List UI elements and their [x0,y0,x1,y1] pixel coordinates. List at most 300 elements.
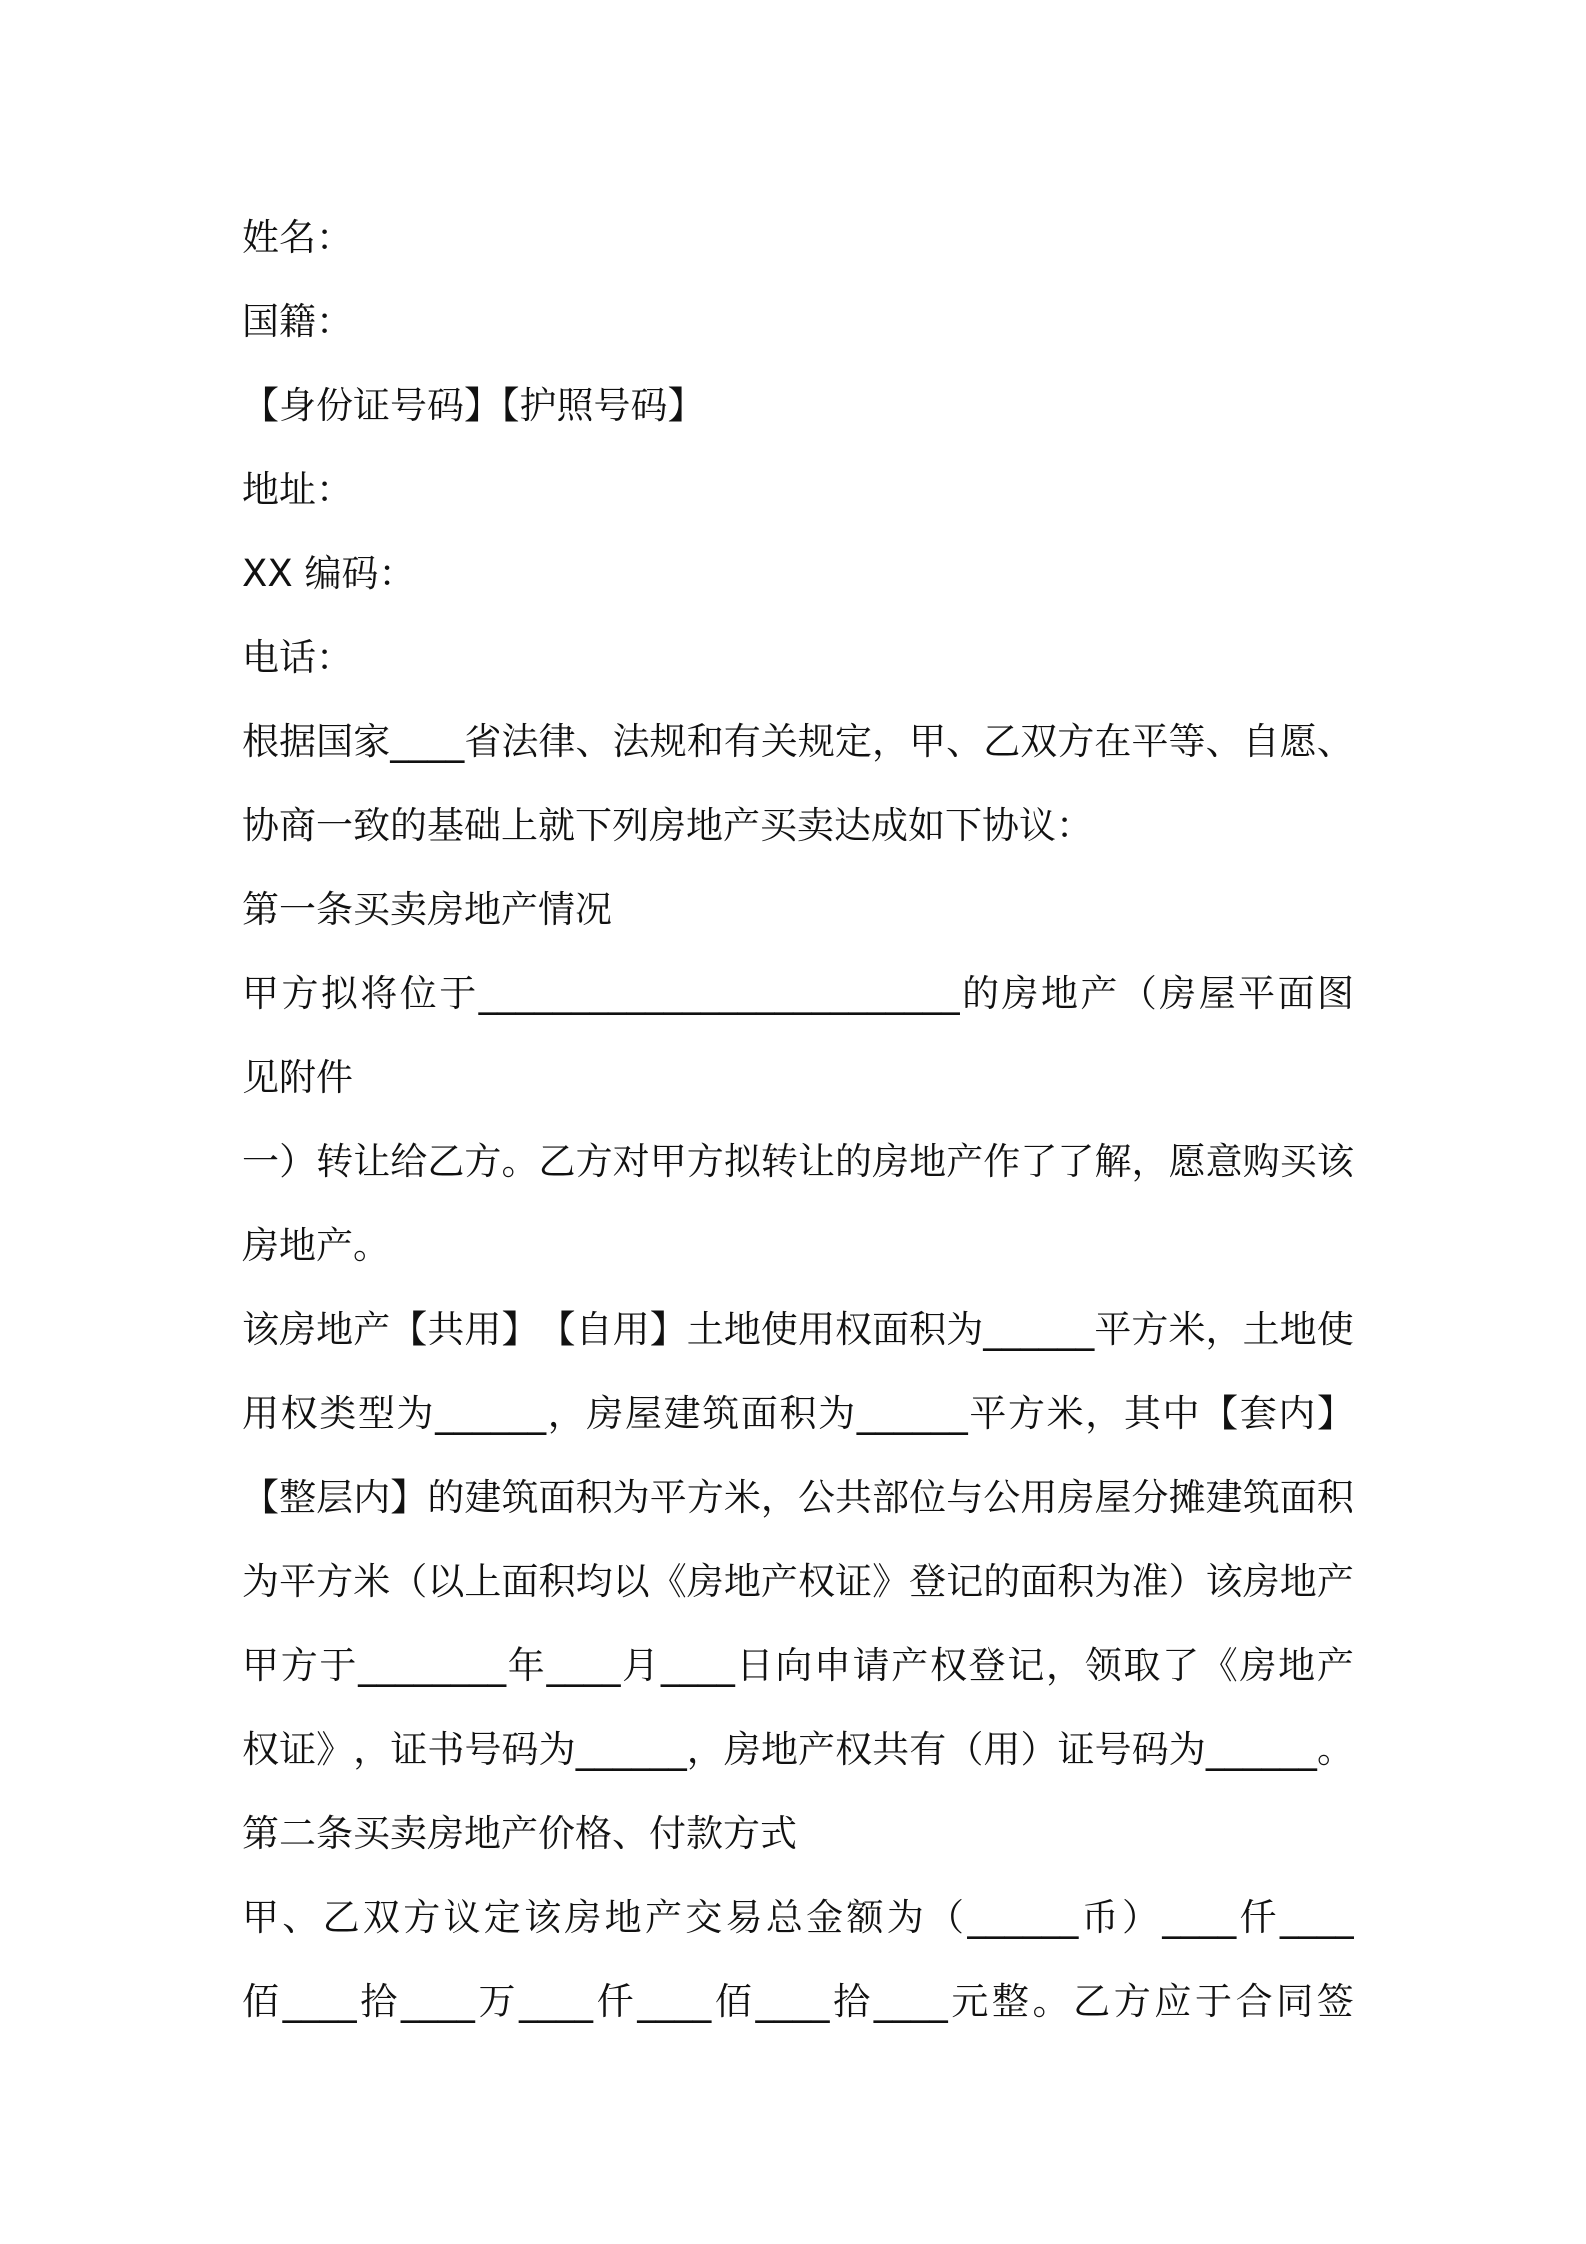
text-glyph: 号 [1094,1728,1132,1771]
text-glyph: 层 [316,1476,354,1519]
text-glyph: ） [1020,1728,1058,1771]
text-glyph: 地 [1278,1644,1316,1687]
text-glyph: 建 [1205,1476,1243,1519]
text-glyph: 为 [538,1728,576,1771]
text-glyph: 用 [1020,1476,1058,1519]
text-glyph: 地 [316,1308,354,1351]
text-glyph: 【 [242,1476,279,1519]
line-id-passport: 【身份证号码】【护照号码】 [242,384,705,427]
text-glyph: 房 [1159,972,1197,1015]
text-glyph: 为 [946,1308,984,1351]
text-glyph: 产 [798,1728,836,1771]
text-glyph: 登 [909,1560,947,1603]
text-glyph: 转 [316,1140,354,1183]
text-glyph: 乙 [983,720,1021,763]
text-glyph: 面 [538,1476,576,1519]
text-glyph: 向 [775,1644,813,1687]
text-glyph: 于 [1194,1980,1232,2023]
text-glyph: 产 [1080,972,1118,1015]
text-glyph: 双 [1020,720,1058,763]
text-glyph: （ [927,1896,965,1939]
text-glyph: 共 [835,1476,872,1519]
text-glyph: ） [1121,1896,1159,1939]
text-glyph: 、 [575,720,613,763]
text-glyph: 准 [1131,1560,1169,1603]
text-glyph: 对 [612,1140,650,1183]
text-glyph: 码 [1131,1728,1169,1771]
text-glyph: 其 [1123,1392,1161,1435]
text-glyph: 平 [649,1476,687,1519]
text-glyph: 地 [909,1140,947,1183]
text-glyph: 方 [316,1560,354,1603]
text-glyph: 乙 [427,1140,465,1183]
text-glyph: 定 [834,720,872,763]
text-glyph: 方 [464,1140,502,1183]
text-glyph: 国 [316,720,354,763]
text-glyph: 该 [242,1308,279,1351]
text-glyph: ________ [358,1644,507,1687]
text-glyph: 米 [353,1560,391,1603]
text-glyph: 位 [909,1476,947,1519]
text-glyph: 分 [1131,1476,1169,1519]
text-glyph: 以 [612,1560,650,1603]
text-glyph: 法 [501,720,539,763]
text-glyph: 为 [1168,1728,1206,1771]
text-glyph: 积 [1057,1560,1095,1603]
text-glyph: 地 [1279,1560,1317,1603]
text-glyph: 筑 [702,1392,740,1435]
text-glyph: 购 [1242,1140,1280,1183]
text-glyph: 让 [353,1140,391,1183]
text-glyph: 产 [760,1560,798,1603]
text-glyph: 甲 [242,972,279,1015]
text-glyph: ____ [1279,1896,1354,1939]
text-glyph: 使 [760,1308,798,1351]
text-glyph: 为 [396,1392,434,1435]
text-glyph: 该 [1316,1140,1354,1183]
text-glyph: __________________________ [478,972,960,1015]
text-glyph: 乙 [322,1896,360,1939]
paragraph-line [242,1960,1354,2044]
text-glyph: 的 [962,972,1000,1015]
text-glyph: 积 [909,1308,947,1351]
text-glyph: 屋 [1094,1476,1132,1519]
text-glyph: 应 [1154,1980,1192,2023]
text-glyph: 面 [740,1392,778,1435]
text-glyph: 共 [872,1728,910,1771]
text-glyph: 方 [1113,1980,1151,2023]
text-glyph: 面 [1279,1476,1317,1519]
text-glyph: 积 [1316,1476,1354,1519]
text-glyph: 产 [946,1140,984,1183]
text-glyph: 方 [403,1896,441,1939]
text-glyph: 万 [478,1980,516,2023]
text-glyph: 房 [872,1140,910,1183]
text-glyph: 方 [686,1476,724,1519]
text-glyph: 根 [242,720,279,763]
text-glyph: 方 [686,1140,724,1183]
text-glyph: 图 [1317,972,1354,1015]
text-glyph: 该 [524,1896,562,1939]
text-glyph: 内 [1278,1392,1316,1435]
text-glyph: ____ [282,1980,357,2023]
text-glyph: 》 [316,1728,354,1771]
text-glyph: 方 [1008,1392,1045,1435]
text-glyph: 仟 [1239,1896,1277,1939]
text-glyph: ） [1168,1560,1206,1603]
text-glyph: 码 [501,1728,539,1771]
text-glyph: 房 [723,1728,761,1771]
text-glyph: 拟 [723,1140,761,1183]
text-glyph: 土 [1242,1308,1280,1351]
line-postcode: XX 编码： [242,552,416,595]
text-glyph: 愿 [1279,720,1317,763]
text-glyph: （ [1119,972,1157,1015]
text-glyph: ______ [575,1728,687,1771]
text-glyph: 方 [575,1140,613,1183]
line-name: 姓名： [242,216,353,259]
text-glyph: 权 [242,1728,279,1771]
text-glyph: 产 [1316,1644,1354,1687]
text-glyph: 规 [797,720,835,763]
text-glyph: ， [872,720,909,763]
text-glyph: 同 [1276,1980,1314,2023]
text-glyph: 建 [464,1476,502,1519]
text-glyph: 总 [765,1896,803,1939]
text-glyph: ______ [1205,1728,1317,1771]
paragraph-line [242,952,1354,1036]
text-glyph: 公 [797,1476,835,1519]
text-glyph: 权 [280,1392,318,1435]
text-glyph: 甲 [649,1140,687,1183]
text-glyph: ， [547,1392,585,1435]
text-glyph: ____ [546,1644,621,1687]
text-glyph: 方 [1057,720,1095,763]
text-glyph: 积 [575,1476,613,1519]
text-glyph: ， [1046,1644,1083,1687]
text-glyph: 佰 [242,1980,279,2023]
text-glyph: 记 [946,1560,984,1603]
text-glyph: 转 [760,1140,798,1183]
paragraph-line [242,1540,1354,1624]
text-glyph: 年 [507,1644,545,1687]
text-glyph: 产 [1316,1560,1354,1603]
text-glyph: 平 [1131,720,1169,763]
text-glyph: 法 [612,720,650,763]
text-glyph: 土 [686,1308,724,1351]
text-glyph: ____ [519,1980,594,2023]
text-glyph: 仟 [596,1980,634,2023]
text-glyph: 于 [439,972,477,1015]
text-glyph: ， [686,1728,724,1771]
text-glyph: 《 [649,1560,687,1603]
paragraph-line [242,1372,1354,1456]
text-glyph: 平 [279,1560,317,1603]
text-glyph: 愿 [1168,1140,1206,1183]
text-glyph: 权 [929,1644,967,1687]
text-glyph: 】 [1317,1392,1354,1435]
paragraph-line [242,1624,1354,1708]
text-glyph: 规 [649,720,687,763]
text-glyph: 、 [946,720,984,763]
text-glyph: 和 [686,720,724,763]
text-glyph: 》 [872,1560,910,1603]
text-glyph: 乙 [538,1140,576,1183]
text-glyph: 自 [1242,720,1280,763]
paragraph-line: 房地产。 [242,1224,390,1267]
text-glyph: 登 [968,1644,1006,1687]
text-glyph: 为 [886,1896,924,1939]
text-glyph: 屋 [625,1392,662,1435]
text-glyph: 有 [723,720,761,763]
text-glyph: 家 [353,720,391,763]
text-glyph: ____ [637,1980,712,2023]
text-glyph: 关 [760,720,798,763]
text-glyph: 房 [1057,1476,1095,1519]
text-glyph: 用 [983,1728,1021,1771]
text-glyph: ____ [660,1644,735,1687]
text-glyph: 甲 [242,1644,279,1687]
text-glyph: 建 [663,1392,701,1435]
text-glyph: 用 [612,1308,650,1351]
paragraph-line: 见附件 [242,1056,353,1099]
text-glyph: 房 [686,1560,724,1603]
text-glyph: 型 [357,1392,395,1435]
text-glyph: ______ [435,1392,547,1435]
line-phone: 电话： [242,636,353,679]
paragraph-line [242,700,1354,784]
text-glyph: 方 [280,1644,318,1687]
text-glyph: 作 [983,1140,1021,1183]
text-glyph: 上 [464,1560,502,1603]
text-glyph: 交 [685,1896,723,1939]
text-glyph: 内 [353,1476,391,1519]
article-2-heading: 第二条买卖房地产价格、付款方式 [242,1812,797,1855]
text-glyph: 与 [946,1476,984,1519]
text-glyph: 元 [951,1980,989,2023]
text-glyph: 整 [279,1476,317,1519]
text-glyph: 等 [1168,720,1206,763]
text-glyph: 积 [538,1560,576,1603]
text-glyph: 有 [909,1728,947,1771]
text-glyph: 屋 [1198,972,1236,1015]
text-glyph: 地 [723,1308,761,1351]
text-glyph: 意 [1205,1140,1243,1183]
text-glyph: 平 [969,1392,1007,1435]
text-glyph: 申 [813,1644,851,1687]
text-glyph: 签 [1316,1980,1354,2023]
text-glyph: 双 [362,1896,400,1939]
text-glyph: 地 [760,1728,798,1771]
text-glyph: ____ [390,720,465,763]
text-glyph: 乙 [1073,1980,1111,2023]
text-glyph: 地 [1040,972,1078,1015]
text-glyph: 共 [427,1308,465,1351]
text-glyph: 证 [835,1560,872,1603]
text-glyph: 以 [427,1560,465,1603]
text-glyph: ， [1131,1140,1169,1183]
text-glyph: 房 [564,1896,602,1939]
text-glyph: 米 [1046,1392,1084,1435]
text-glyph: 地 [723,1560,761,1603]
text-glyph: 产 [644,1896,682,1939]
text-glyph: 筑 [1242,1476,1280,1519]
text-glyph: ， [1205,1308,1243,1351]
text-glyph: 房 [279,1308,317,1351]
text-glyph: （ [946,1728,984,1771]
text-glyph: 记 [1007,1644,1045,1687]
text-glyph: 积 [779,1392,817,1435]
text-glyph: 面 [872,1308,910,1351]
text-glyph: 自 [575,1308,613,1351]
text-glyph: 为 [612,1476,650,1519]
text-glyph: 房 [1001,972,1039,1015]
text-glyph: 给 [390,1140,428,1183]
text-glyph: 用 [797,1308,835,1351]
text-glyph: 日 [736,1644,774,1687]
text-glyph: 【 [390,1308,428,1351]
paragraph-line [242,1876,1354,1960]
text-glyph: 均 [575,1560,613,1603]
text-glyph: 】 [501,1308,539,1351]
text-glyph: 据 [279,720,317,763]
text-glyph: 了 [1020,1140,1058,1183]
text-glyph: 在 [1094,720,1132,763]
text-glyph: 【 [538,1308,576,1351]
text-glyph: 。 [1032,1980,1070,2023]
text-glyph: 证 [390,1728,428,1771]
text-glyph: 币 [1081,1896,1119,1939]
text-glyph: 用 [242,1392,279,1435]
text-glyph: 省 [464,720,502,763]
text-glyph: ______ [967,1896,1079,1939]
text-glyph: 平 [1094,1308,1132,1351]
text-glyph: 取 [1123,1644,1161,1687]
text-glyph: 中 [1162,1392,1200,1435]
text-glyph: 书 [427,1728,465,1771]
text-glyph: 证 [1057,1728,1095,1771]
text-glyph: 公 [983,1476,1021,1519]
text-glyph: 产 [353,1308,391,1351]
text-glyph: 的 [427,1476,465,1519]
text-glyph: 。 [501,1140,539,1183]
text-glyph: 《 [1200,1644,1238,1687]
text-glyph: ， [353,1728,391,1771]
text-glyph: 使 [1316,1308,1354,1351]
text-glyph: 拾 [360,1980,398,2023]
text-glyph: 房 [586,1392,624,1435]
text-glyph: 摊 [1168,1476,1206,1519]
text-glyph: 、 [1316,720,1354,763]
text-glyph: 甲 [909,720,947,763]
text-glyph: 、 [1205,720,1243,763]
text-glyph: 方 [281,972,319,1015]
text-glyph: 佰 [714,1980,752,2023]
text-glyph: 产 [891,1644,929,1687]
text-glyph: 。 [1316,1728,1354,1771]
text-glyph: 】 [649,1308,687,1351]
text-glyph: 拟 [320,972,358,1015]
text-glyph: （ [390,1560,428,1603]
text-glyph: 甲 [242,1896,279,1939]
text-glyph: 】 [390,1476,428,1519]
text-glyph: ） [279,1140,317,1183]
text-glyph: 用 [464,1308,502,1351]
text-glyph: 、 [282,1896,320,1939]
text-glyph: 位 [399,972,437,1015]
text-glyph: 类 [319,1392,357,1435]
text-glyph: 面 [501,1560,539,1603]
text-glyph: ____ [400,1980,475,2023]
text-glyph: 面 [1277,972,1315,1015]
text-glyph: 房 [1242,1560,1280,1603]
text-glyph: 面 [1020,1560,1058,1603]
text-glyph: 筑 [501,1476,539,1519]
text-glyph: 让 [797,1140,835,1183]
text-glyph: ______ [983,1308,1095,1351]
article-1-heading: 第一条买卖房地产情况 [242,888,612,931]
text-glyph: 该 [1205,1560,1243,1603]
text-glyph: 部 [872,1476,910,1519]
paragraph-line [242,1288,1354,1372]
text-glyph: 拾 [833,1980,871,2023]
text-glyph: 额 [846,1896,884,1939]
text-glyph: ， [1085,1392,1123,1435]
line-nationality: 国籍： [242,300,353,343]
text-glyph: 米 [723,1476,761,1519]
text-glyph: 买 [1279,1140,1317,1183]
text-glyph: 的 [983,1560,1021,1603]
text-glyph: 解 [1094,1140,1132,1183]
text-glyph: 将 [360,972,398,1015]
text-glyph: 的 [835,1140,872,1183]
text-glyph: 月 [622,1644,660,1687]
text-glyph: 地 [1279,1308,1317,1351]
text-glyph: 方 [1131,1308,1169,1351]
text-glyph: 地 [604,1896,642,1939]
text-glyph: ____ [755,1980,830,2023]
text-glyph: 权 [797,1560,835,1603]
text-glyph: 请 [852,1644,890,1687]
text-glyph: 于 [319,1644,357,1687]
paragraph-line: 协商一致的基础上就下列房地产买卖达成如下协议： [242,804,1093,847]
text-glyph: ____ [1162,1896,1237,1939]
paragraph-line [242,1708,1354,1792]
paragraph-line [242,1456,1354,1540]
text-glyph: 权 [835,1728,873,1771]
text-glyph: 米 [1168,1308,1206,1351]
text-glyph: 领 [1084,1644,1122,1687]
line-address: 地址： [242,468,353,511]
text-glyph: 号 [464,1728,502,1771]
text-glyph: 平 [1238,972,1276,1015]
text-glyph: 为 [242,1560,279,1603]
text-glyph: 【 [1201,1392,1239,1435]
text-glyph: 了 [1057,1140,1095,1183]
text-glyph: 合 [1235,1980,1273,2023]
text-glyph: 证 [279,1728,317,1771]
text-glyph: 房 [1239,1644,1277,1687]
text-glyph: 定 [483,1896,521,1939]
text-glyph: 整 [991,1980,1029,2023]
text-glyph: 金 [806,1896,844,1939]
text-glyph: 权 [835,1308,872,1351]
text-glyph: ， [760,1476,798,1519]
text-glyph: 议 [443,1896,481,1939]
document-page [242,196,1354,2044]
paragraph-line [242,1120,1354,1204]
text-glyph: 为 [1094,1560,1132,1603]
